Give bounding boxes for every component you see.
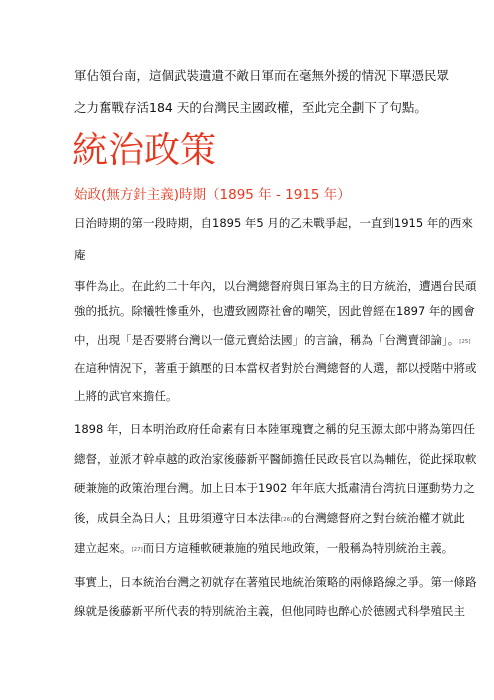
paragraph-2-line-4-text-b: 的台灣總督府之對台統治權才就此 bbox=[292, 511, 465, 525]
footnote-reference-26[interactable]: [26] bbox=[281, 517, 293, 523]
section-title: 統治政策 bbox=[72, 130, 217, 171]
paragraph-1-line-6: 在這种情況下，著重于鎮壓的日本當权者對於台灣總督的人選，都以授階中將或 bbox=[74, 361, 477, 375]
footnote-reference-25[interactable]: [25] bbox=[459, 339, 471, 345]
paragraph-1-line-7: 上將的武官來擔任。 bbox=[74, 389, 178, 403]
footnote-reference-27[interactable]: [27] bbox=[131, 547, 143, 553]
intro-line-2: 之力奮戰存活184 天的台灣民主國政權，至此完全劃下了句點。 bbox=[74, 100, 427, 115]
paragraph-3-line-2: 線就是後藤新平所代表的特別統治主義，但他同時也醉心於德國式科學殖民主 bbox=[74, 604, 465, 618]
paragraph-2-line-4 bbox=[74, 510, 465, 528]
paragraph-1-line-5 bbox=[74, 332, 471, 350]
paragraph-2-line-5-text-a: 建立起來。 bbox=[74, 541, 132, 555]
subsection-title: 始政(無方針主義)時期（1895 年 - 1915 年） bbox=[74, 187, 351, 203]
intro-line-1: 軍佔領台南，這個武裝遺遺不敵日軍而在毫無外援的情況下單憑民眾 bbox=[74, 68, 450, 83]
paragraph-2-line-4-text-a: 後，成員全為日人；且毋須遵守日本法律 bbox=[74, 511, 281, 525]
paragraph-2-line-3: 硬兼施的政策治理台灣。加上日本于1902 年年底大抵肅清台湾抗日運動势力之 bbox=[74, 481, 475, 495]
paragraph-1-line-5-text: 中，出現「是否要將台灣以一億元賣給法國」的言論，稱為「台灣賣卻論」。 bbox=[74, 333, 460, 347]
paragraph-2-line-5 bbox=[74, 540, 453, 558]
paragraph-2-line-2: 總督，並派才幹卓越的政治家後藤新平醫師擔任民政長官以為輔佐，從此採取軟 bbox=[74, 452, 477, 466]
paragraph-2-line-5-text-b: 而日方這種軟硬兼施的殖民地政策，一般稱為特別統治主義。 bbox=[142, 541, 454, 555]
paragraph-3-line-1: 事實上，日本統治台灣之初就存在著殖民地統治策略的兩條路線之爭。第一條路 bbox=[74, 575, 477, 589]
paragraph-1-line-3: 事件為止。在此約二十年內，以台灣總督府與日軍為主的日方統治，遭遇台民頑 bbox=[74, 279, 477, 293]
paragraph-1-line-1: 日治時期的第一段時期，自1895 年5 月的乙未戰爭起，一直到1915 年的西來 bbox=[74, 216, 473, 230]
paragraph-1-line-2: 庵 bbox=[74, 248, 86, 262]
paragraph-2-line-1: 1898 年，日本明治政府任命素有日本陸軍瑰寶之稱的兒玉源太郎中將為第四任 bbox=[74, 422, 475, 436]
paragraph-1-line-4: 強的抵抗。除犧牲慘重外，也遭致國際社會的嘲笑，因此曾經在1897 年的國會 bbox=[74, 304, 475, 318]
